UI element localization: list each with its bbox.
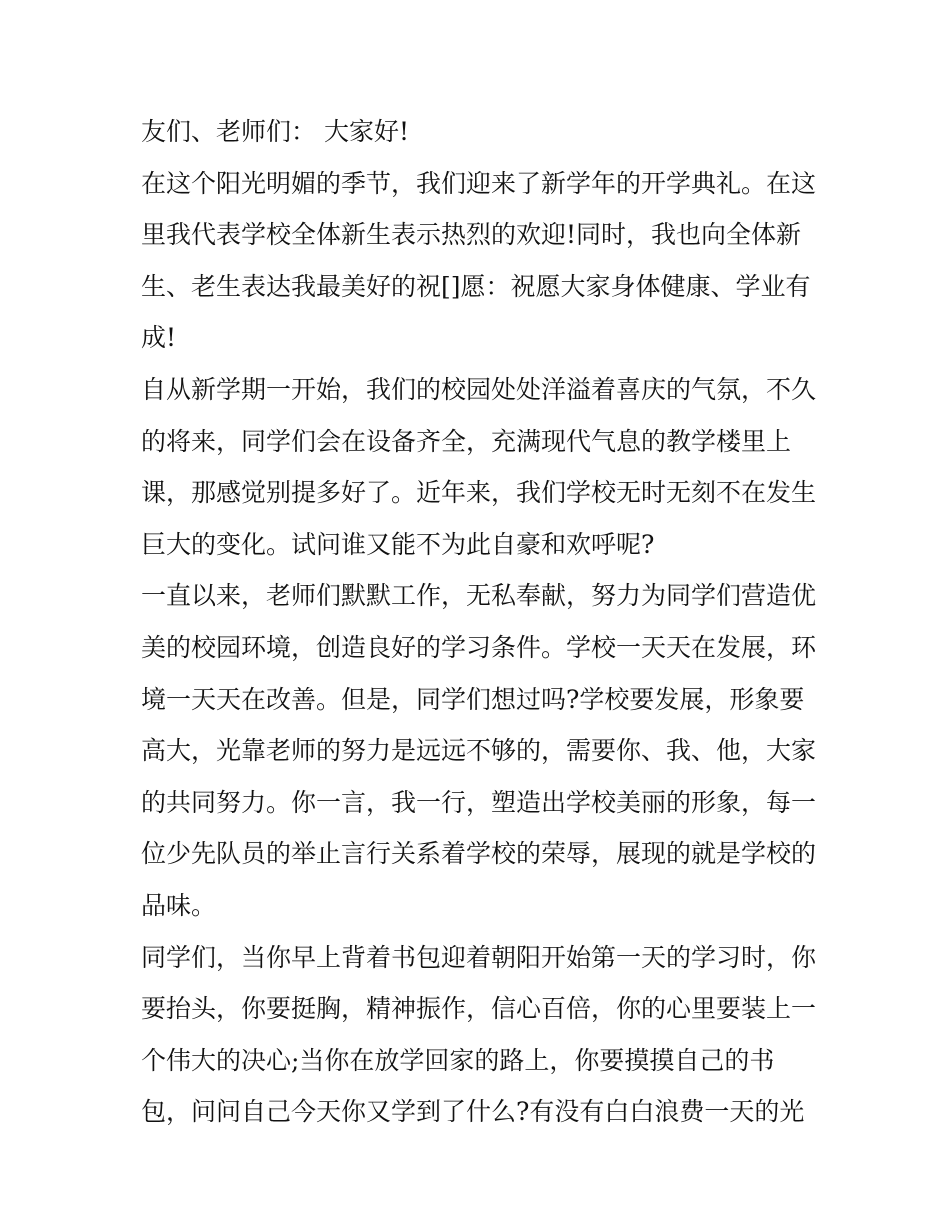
text-line-4: 生、老生表达我最美好的祝[]愿：祝愿大家身体健康、学业有 bbox=[141, 271, 811, 301]
text-line-12: 境一天天在改善。但是，同学们想过吗?学校要发展，形象要 bbox=[141, 684, 805, 714]
text-line-16: 品味。 bbox=[141, 890, 217, 920]
text-line-15: 位少先队员的举止言行关系着学校的荣辱，展现的就是学校的 bbox=[141, 839, 817, 869]
text-line-20: 包，问问自己今天你又学到了什么?有没有白白浪费一天的光 bbox=[141, 1097, 805, 1127]
text-line-7: 的将来，同学们会在设备齐全，充满现代气息的教学楼里上 bbox=[141, 426, 792, 456]
text-line-5: 成! bbox=[141, 323, 177, 353]
text-line-11: 美的校园环境，创造良好的学习条件。学校一天天在发展，环 bbox=[141, 632, 817, 662]
text-line-13: 高大，光靠老师的努力是远远不够的，需要你、我、他，大家 bbox=[141, 736, 817, 766]
text-line-17: 同学们，当你早上背着书包迎着朝阳开始第一天的学习时，你 bbox=[141, 942, 817, 972]
text-line-2: 在这个阳光明媚的季节，我们迎来了新学年的开学典礼。在这 bbox=[141, 168, 817, 198]
text-line-18: 要抬头，你要挺胸，精神振作，信心百倍，你的心里要装上一 bbox=[141, 994, 817, 1024]
text-line-8: 课，那感觉别提多好了。近年来，我们学校无时无刻不在发生 bbox=[141, 478, 817, 508]
text-line-19: 个伟大的决心;当你在放学回家的路上，你要摸摸自己的书 bbox=[141, 1045, 775, 1075]
text-line-9: 巨大的变化。试问谁又能不为此自豪和欢呼呢? bbox=[141, 529, 655, 559]
text-line-6: 自从新学期一开始，我们的校园处处洋溢着喜庆的气氛，不久 bbox=[141, 374, 817, 404]
text-line-3: 里我代表学校全体新生表示热烈的欢迎!同时，我也向全体新 bbox=[141, 220, 802, 250]
text-line-14: 的共同努力。你一言，我一行，塑造出学校美丽的形象，每一 bbox=[141, 787, 817, 817]
speech-text bbox=[141, 106, 821, 1138]
text-line-1: 友们、老师们： 大家好! bbox=[141, 117, 409, 146]
text-line-10: 一直以来，老师们默默工作，无私奉献，努力为同学们营造优 bbox=[141, 581, 817, 611]
